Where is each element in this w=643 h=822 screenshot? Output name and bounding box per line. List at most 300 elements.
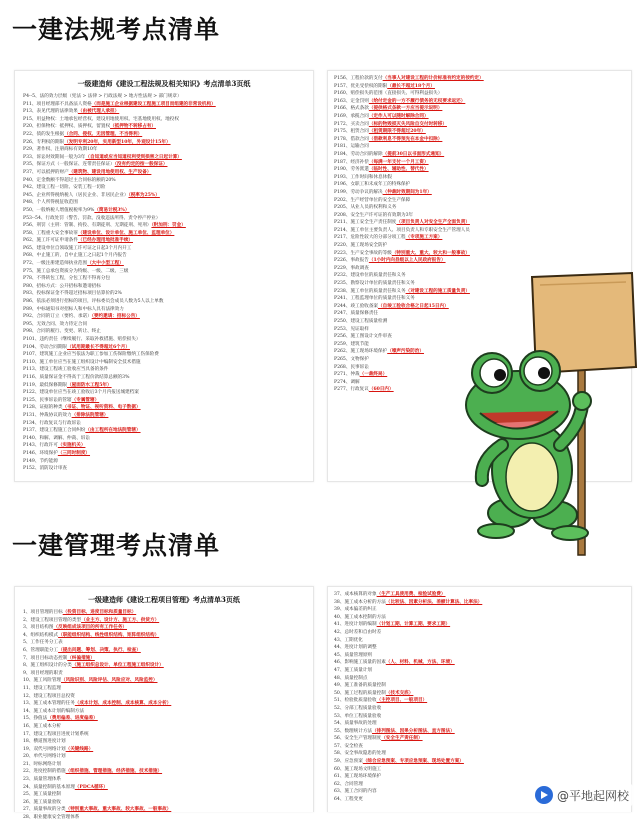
document-line-highlight: （PDCA循环）	[74, 784, 108, 790]
document-line	[334, 121, 625, 129]
document-line-highlight: （职能组织结构、线性组织结构、矩阵组织结构）	[58, 632, 160, 638]
document-line-text: 49、施工准备的质量控制	[334, 683, 386, 689]
document-line-text: 8、施工组织设计的分类	[23, 663, 72, 669]
document-line-text: 41、进度计划的编制	[334, 622, 377, 628]
document-line-highlight: （特别重大事故、重大事故、较大事故、一般事故）	[65, 807, 172, 813]
document-line	[23, 207, 305, 215]
document-line	[23, 131, 305, 139]
document-line	[334, 75, 625, 83]
document-line	[23, 116, 305, 124]
document-line-text: P156、工程价款的支付	[334, 76, 383, 81]
document-line-highlight: （已经办理用地批准手续）	[77, 238, 134, 244]
document-line-text: P271、仲裁	[334, 372, 360, 378]
document-line-text: P235、勘察设计单位的质量责任和义务	[334, 281, 415, 287]
document-line	[23, 389, 305, 397]
document-line-highlight: （没有约定的按一般保证）	[114, 162, 168, 168]
document-line-text: 26、施工质量验收	[23, 799, 62, 805]
document-line	[23, 192, 305, 200]
document-line-text: 28、职业健康安全管理体系	[23, 815, 80, 821]
document-line-text: P217、危险性较大的分部分项工程	[334, 235, 406, 241]
document-line-text: P98、合同的履行、变更、转让、终止	[23, 329, 101, 335]
document-line-text: 22、进度控制的措施	[23, 769, 66, 775]
document-line	[23, 230, 305, 238]
document-line	[334, 227, 625, 235]
document-line-text: P128、证据的种类	[23, 405, 63, 411]
document-line-text: P187、经济补偿	[334, 159, 369, 165]
document-line-text: P104、劳动合同期限	[23, 344, 68, 350]
document-line-text: 55、数理统计方法	[334, 728, 373, 734]
document-line	[23, 806, 305, 814]
play-logo-icon	[535, 786, 553, 804]
document-line-text: P110、施工单位应当在施工组织设计中编制安全技术措施	[23, 359, 141, 365]
document-line-highlight: （借款利息不得预先在本金中扣除）	[368, 136, 443, 142]
document-line-text: P68、中止施工的，自中止施工之日起1个月内报告	[23, 253, 127, 259]
document-line	[23, 632, 305, 640]
document-line-highlight: （标的物毁损灭失风险自交付时转移）	[368, 121, 447, 127]
document-line	[23, 708, 305, 716]
watermark-text: @平地起网校	[556, 788, 629, 803]
document-line	[334, 667, 625, 675]
document-line-text: 19、双代号网络计划	[23, 746, 66, 752]
document-line	[23, 420, 305, 428]
document-line	[334, 750, 625, 758]
document-line	[334, 637, 625, 645]
document-line-highlight: （抵押物不转移占有）	[110, 124, 156, 130]
document-line	[334, 682, 625, 690]
document-line-text: P214、施工单位主要负责人、项目负责人和专职安全生产管理人员	[334, 227, 470, 233]
document-line-text: P223、生产安全事故的等级	[334, 250, 392, 256]
document-line	[23, 336, 305, 344]
document-line-text: P134、行政复议与行政诉讼	[23, 420, 81, 426]
document-line	[334, 151, 625, 159]
document-line	[23, 351, 305, 359]
document-line	[334, 143, 625, 151]
document-line-text: P205、从业人员的权利和义务	[334, 205, 397, 211]
document-line	[334, 659, 625, 667]
document-line	[23, 723, 305, 731]
document-line	[23, 298, 305, 306]
document-line	[334, 705, 625, 713]
document-line-text: 39、成本偏差的纠正	[334, 607, 377, 613]
document-line-text: 5、工作任务分工表	[23, 640, 63, 646]
document-line-highlight: （仲裁时效期间为1年）	[382, 189, 432, 195]
document-line	[23, 412, 305, 420]
document-line-text: P238、施工单位的质量责任和义务	[334, 288, 406, 294]
document-line	[334, 614, 625, 622]
document-line	[334, 166, 625, 174]
management-document-page-right	[327, 586, 632, 812]
frog-mascot-icon	[440, 255, 640, 555]
document-line-text: P259、建筑节能	[334, 341, 369, 347]
document-line	[23, 465, 305, 473]
document-line	[23, 260, 305, 268]
document-line-text: P196、女职工和未成年工的特殊保护	[334, 182, 411, 188]
document-line-highlight: （大中小型工程）	[87, 261, 124, 267]
document-line	[23, 784, 305, 792]
document-line-text: P274、调解	[334, 379, 360, 385]
document-line	[23, 442, 305, 450]
document-line-text: P50、一般纳税人增值税税率为9%	[23, 207, 95, 213]
document-line-text: P152、消防设计审查	[23, 466, 68, 472]
document-line-text: P208、安全生产许可证的有效期为3年	[334, 212, 414, 218]
document-line	[334, 174, 625, 182]
document-line-highlight: （关键线路）	[65, 746, 94, 752]
document-line-text: P113、建设工程竣工验收应当具备的条件	[23, 367, 109, 373]
document-line-text: 46、影响施工质量的因素	[334, 660, 386, 666]
document-line	[334, 105, 625, 113]
document-line	[334, 606, 625, 614]
document-line-highlight: （业主方、设计方、施工方、供货方）	[81, 617, 160, 623]
document-line	[23, 321, 305, 329]
document-line	[23, 139, 305, 147]
document-line	[334, 720, 625, 728]
document-line-highlight: （人、材料、机械、方法、环境）	[385, 660, 455, 666]
document-line	[23, 306, 305, 314]
document-line	[334, 159, 625, 167]
document-line-highlight: （组织措施、管理措施、经济措施、技术措施）	[65, 769, 163, 775]
document-line-text: 4、组织结构模式	[23, 632, 59, 638]
document-line-text: P184、劳动合同的解除	[334, 151, 383, 157]
document-line-text: 51、检验批质量验收	[334, 698, 377, 704]
document-line-text: P241、工程监理单位的质量责任和义务	[334, 296, 415, 302]
document-line	[334, 766, 625, 774]
document-line	[23, 677, 305, 685]
document-line	[23, 199, 305, 207]
document-line	[23, 154, 305, 162]
document-line	[334, 242, 625, 250]
document-line-text: 58、安全事故隐患的处理	[334, 751, 386, 757]
document-line-text: 2、建设工程项目管理的类型	[23, 617, 82, 623]
document-line-highlight: （发明专利20年，实用新型10年，外观设计15年）	[64, 139, 171, 145]
document-line-text: P119、最低保修期限	[23, 382, 68, 388]
document-line-highlight: （每满一年支付一个月工资）	[368, 159, 429, 165]
document-line-text: P26、专利权的期限	[23, 139, 65, 145]
document-line	[23, 237, 305, 245]
document-line-text: 44、进度计划的调整	[334, 645, 377, 651]
document-line	[23, 753, 305, 761]
document-line-highlight: （由工程所在地法院管辖）	[85, 428, 141, 434]
document-line-text: P56、刑罚（主刑：管制、拘役、有期徒刑、无期徒刑、死刑）	[23, 223, 152, 229]
document-line-highlight: （一裁终局）	[359, 372, 388, 378]
document-line-text: P53--54、行政处罚（警告、罚款、没收违法所得、责令停产停业）	[23, 215, 161, 221]
document-line	[23, 670, 305, 678]
document-line-highlight: （要约邀请：招标公告）	[91, 314, 140, 320]
document-line	[23, 328, 305, 336]
document-line	[334, 212, 625, 220]
document-line	[23, 101, 305, 109]
document-line-text: P33、诉讼时效期间一般为3年	[23, 154, 86, 160]
document-line-text: P40、定金数额不得超过主合同标的额的20%	[23, 177, 116, 183]
document-line-text: 10、施工风险管理	[23, 678, 62, 684]
document-line	[23, 609, 305, 617]
document-line-text: P65、建设单位自领取施工许可证之日起3个月内开工	[23, 245, 132, 251]
document-line-highlight: （给付定金的一方不履行债务的无权要求返还）	[368, 98, 466, 104]
document-line-text: 20、单代号网络计划	[23, 754, 66, 760]
document-line	[23, 177, 305, 185]
document-line-text: P29、著作权、注册商标有效期10年	[23, 147, 98, 153]
document-line-text: P48、个人所得税征收范围	[23, 200, 78, 206]
document-line	[334, 113, 625, 121]
document-line	[23, 252, 305, 260]
document-line-highlight: （自知道或应当知道权利受到损害之日起计算）	[85, 154, 182, 160]
document-line-highlight: （安全生产责任制）	[381, 736, 423, 742]
document-line	[334, 591, 625, 599]
document-line-text: P45、企业所得税纳税人（居民企业、非居民企业）	[23, 192, 129, 198]
document-line	[23, 624, 305, 632]
document-line-text: P157、优先受偿权的期限	[334, 83, 388, 89]
document-line-text: 40、施工成本控制的方法	[334, 614, 386, 620]
document-line-text: 43、工期优化	[334, 637, 363, 643]
document-line-text: P78、不得转包工程，分包工程不得再分包	[23, 276, 111, 282]
document-line	[334, 219, 625, 227]
document-line-highlight: （而是施工企业根据建设工程施工项目而组建的非常设机构）	[91, 101, 216, 107]
document-line-highlight: （60日内）	[368, 387, 394, 393]
document-line-highlight: （专项施工方案）	[405, 235, 443, 241]
document-line-text: P122、建设单位应当在竣工验收后3个月内报送城建档案	[23, 390, 139, 396]
document-line-text: P211、施工安全生产责任制度	[334, 220, 397, 226]
management-checklist-heading: 一建管理考点清单	[12, 531, 221, 560]
document-line-text: 64、工程变更	[334, 797, 363, 803]
document-line	[23, 382, 305, 390]
document-line	[23, 275, 305, 283]
law-document-body-left	[23, 93, 305, 473]
document-line-text: P253、见证取样	[334, 326, 369, 332]
document-line-highlight: （由被代理人承担）	[77, 109, 120, 115]
document-line-text: P247、质量保修责任	[334, 311, 379, 317]
document-line-text: 38、施工成本分析的方法	[334, 599, 386, 605]
document-line	[334, 675, 625, 683]
document-line-highlight: （风险识别、风险评估、风险应对、风险监控）	[61, 678, 158, 684]
document-line	[23, 359, 305, 367]
document-line-text: 37、成本核算的对象	[334, 592, 377, 597]
document-line	[23, 685, 305, 693]
document-line-text: 9、项目经理的职责	[23, 670, 63, 676]
document-line	[23, 427, 305, 435]
document-line-text: P160、赔偿损失的范围（直接损失、可得利益损失）	[334, 91, 443, 97]
document-line	[23, 374, 305, 382]
document-line-text: P268、民事诉讼	[334, 364, 369, 370]
document-line-highlight: （提前30日以书面形式通知）	[382, 151, 445, 157]
document-line-text: P190、劳务派遣	[334, 167, 369, 173]
document-line-text: P107、建筑施工企业应当依法为职工参加工伤保险缴纳工伤保险费	[23, 352, 159, 358]
document-line	[334, 697, 625, 705]
document-line	[23, 290, 305, 298]
management-document-title: 一级建造师《建设工程项目管理》考点清单3页纸	[88, 595, 240, 604]
document-line-text: P58、工程重大安全事故罪	[23, 230, 78, 236]
document-line-text: P13、表见代理的法律效果	[23, 109, 78, 115]
document-line-text: P149、节约能源	[23, 458, 58, 464]
document-line-text: P250、建设工程质量检测	[334, 319, 388, 324]
document-line-highlight: （成本计划、成本控制、成本核算、成本分析）	[74, 701, 172, 707]
document-line	[334, 629, 625, 637]
document-line-text: 60、施工现场文明施工	[334, 766, 382, 772]
document-line-text: 27、质量事故的分类	[23, 807, 66, 813]
document-line-highlight: （提供格式条款一方应当提示说明）	[368, 106, 443, 112]
document-line-text: 54、质量事故的处理	[334, 721, 377, 727]
document-line-text: 25、施工质量控制	[23, 792, 62, 798]
document-line-highlight: （主控项目、一般项目）	[376, 698, 428, 704]
document-line-highlight: （实施机关）	[57, 443, 86, 449]
document-line-text: P83、投标保证金不得超过招标项目估算价的2%	[23, 291, 122, 297]
document-line-text: P37、可以抵押的财产	[23, 169, 69, 175]
document-line-highlight: （临时性、辅助性、替代性）	[368, 167, 429, 173]
document-line	[334, 743, 625, 751]
document-line-highlight: （专属管辖）	[71, 397, 100, 403]
document-line-text: 17、建设工程项目进度计划系统	[23, 731, 89, 737]
document-line-text: P193、工作时间和休息休假	[334, 174, 392, 180]
document-line-highlight: （排除法院管辖）	[71, 412, 109, 418]
document-line	[23, 693, 305, 701]
document-line-text: P20、担保物权：抵押权、质押权、留置权	[23, 124, 111, 130]
document-line-highlight: （纠偏措施）	[67, 655, 95, 661]
document-line-text: P244、竣工验收备案	[334, 303, 379, 309]
document-line	[334, 234, 625, 242]
document-line-text: 53、单位工程质量验收	[334, 713, 382, 719]
document-line-highlight: （书证、物证、视听资料、电子数据）	[62, 405, 141, 411]
document-line-text: P226、事故报告	[334, 258, 369, 264]
document-line-highlight: （投资目标、进度目标和质量目标）	[62, 610, 137, 615]
document-line	[23, 662, 305, 670]
document-line-text: P140、和解、调解、仲裁、诉讼	[23, 435, 90, 441]
document-line	[23, 700, 305, 708]
document-line-text: P178、借款合同	[334, 136, 369, 142]
document-line-text: P169、承揽合同	[334, 113, 369, 119]
document-line	[334, 204, 625, 212]
document-line	[23, 245, 305, 253]
document-line-text: P256、施工图设计文件审查	[334, 334, 392, 340]
document-line-text: P265、文物保护	[334, 356, 369, 362]
document-line-text: P42、建设工程一切险、安装工程一切险	[23, 185, 106, 191]
document-line	[23, 222, 305, 230]
document-line-text: P86、依法必须进行招标的项目，评标委员会成员人数为5人以上单数	[23, 299, 164, 305]
document-line-text: P229、事故调查	[334, 265, 369, 271]
document-line-text: P92、合同的订立（要约、承诺）	[23, 314, 92, 320]
document-line-text: P277、行政复议	[334, 387, 369, 393]
document-line	[23, 268, 305, 276]
document-line-text: 47、施工质量计划	[334, 667, 373, 673]
document-line	[334, 128, 625, 136]
document-line	[334, 136, 625, 144]
document-line-text: P89、中标通知书对招标人和中标人具有法律效力	[23, 306, 124, 312]
document-line-text: 56、安全生产管理制度	[334, 736, 382, 742]
document-line-text: 59、应急预案	[334, 759, 363, 765]
document-line-text: P15、用益物权：土地承包经营权、建设用地使用权、宅基地使用权、地役权	[23, 116, 179, 122]
document-line	[23, 313, 305, 321]
document-line	[23, 93, 305, 101]
watermark	[531, 784, 633, 806]
document-line	[23, 639, 305, 647]
document-line-highlight: （屋面防水工程5年）	[67, 382, 112, 388]
document-line	[23, 344, 305, 352]
document-line-text: 21、时标网络计划	[23, 761, 62, 767]
document-line	[23, 799, 305, 807]
document-line-text: 12、建设工程项目总投资	[23, 693, 75, 699]
document-line	[334, 728, 625, 736]
document-line-text: 62、合同管理	[334, 781, 363, 787]
document-line	[334, 621, 625, 629]
document-line-text: P232、建设单位的质量责任和义务	[334, 273, 406, 279]
document-line-highlight: （反映组成该项目的所有工作任务）	[53, 625, 128, 631]
document-line	[23, 108, 305, 116]
document-line-text: 16、施工成本分析	[23, 723, 62, 729]
document-line-highlight: （技术交底）	[385, 690, 414, 696]
document-line-text: P163、定金罚则	[334, 98, 369, 104]
document-line	[334, 83, 625, 91]
document-line	[334, 181, 625, 189]
document-line	[23, 647, 305, 655]
document-line-text: P172、买卖合同	[334, 121, 369, 127]
document-line-highlight: （特别重大、重大、较大和一般事故）	[391, 250, 470, 256]
document-line	[23, 366, 305, 374]
document-line-highlight: （排列图法、因果分析图法、直方图法）	[372, 728, 455, 734]
document-line-highlight: （建筑物、建设用地使用权、生产设备）	[68, 169, 152, 175]
document-line	[334, 197, 625, 205]
management-document-page-left	[14, 586, 314, 821]
document-line-text: 45、质量管理原则	[334, 652, 373, 658]
document-line-text: 50、施工过程的质量控制	[334, 690, 386, 696]
document-line-text: 3、项目结构图	[23, 625, 54, 631]
law-document-page-left	[14, 70, 314, 482]
document-line-text: P220、施工现场安全防护	[334, 243, 388, 249]
document-line-highlight: （1小时内向县级以上人民政府报告）	[368, 258, 446, 264]
document-line-text: 63、施工合同的内容	[334, 789, 377, 795]
document-line-text: 18、横道图进度计划	[23, 739, 66, 745]
document-line-text: P199、劳动争议的解决	[334, 189, 383, 195]
document-line	[23, 404, 305, 412]
document-line-text: 15、挣值法	[23, 716, 48, 722]
document-line-text: 7、项目目标动态控制	[23, 655, 68, 661]
document-line	[23, 655, 305, 663]
document-line-highlight: （费用偏差、进度偏差）	[47, 716, 98, 722]
document-line-text: P72、一级注册建造师执业范围	[23, 261, 88, 267]
document-line-text: P146、环境保护	[23, 450, 58, 456]
document-line	[23, 617, 305, 625]
document-line-text: P75、施工总承包资质分为特级、一级、二级、三级	[23, 268, 129, 274]
document-line-highlight: （综合应急预案、专项应急预案、现场处置方案）	[362, 759, 464, 765]
law-document-title: 一级建造师《建设工程法规及相关知识》考点清单3页纸	[77, 79, 251, 88]
document-line	[23, 791, 305, 799]
document-line-text: P125、民事诉讼的管辖	[23, 397, 72, 403]
document-line	[334, 713, 625, 721]
document-line	[334, 735, 625, 743]
document-line	[334, 189, 625, 197]
document-line-text: 6、管理职能分工	[23, 647, 59, 653]
document-line-highlight: （租赁期限不得超过20年）	[368, 129, 426, 135]
document-line	[23, 435, 305, 443]
document-line-text: 23、质量管理体系	[23, 777, 62, 783]
document-line-text: 24、质量控制的基本原理	[23, 784, 75, 790]
document-line-highlight: （噪声污染防治）	[387, 349, 424, 355]
document-line-text: P35、保证方式（一般保证、连带责任保证）	[23, 162, 115, 168]
document-line	[23, 776, 305, 784]
document-line	[334, 652, 625, 660]
document-line-text: P175、租赁合同	[334, 129, 369, 135]
management-document-body-right	[334, 591, 625, 804]
document-line-highlight: （比较法、因素分析法、差额计算法、比率法）	[385, 599, 483, 605]
document-line	[23, 184, 305, 192]
document-line	[334, 758, 625, 766]
document-line-text: 11、建设工程监理	[23, 685, 62, 691]
document-line-text: P101、违约责任（继续履行、采取补救措施、赔偿损失）	[23, 337, 141, 342]
document-line	[23, 458, 305, 466]
document-line-highlight: （附加刑：罚金）	[151, 223, 186, 229]
document-line-text: 13、施工成本管理的任务	[23, 701, 75, 707]
document-line	[23, 146, 305, 154]
document-line-highlight: （对建设工程的施工质量负责）	[405, 288, 470, 294]
document-line	[23, 731, 305, 739]
document-line-highlight: （税率为25%）	[128, 192, 160, 198]
document-line-highlight: （施工组织总设计、单位工程施工组织设计）	[71, 663, 164, 669]
